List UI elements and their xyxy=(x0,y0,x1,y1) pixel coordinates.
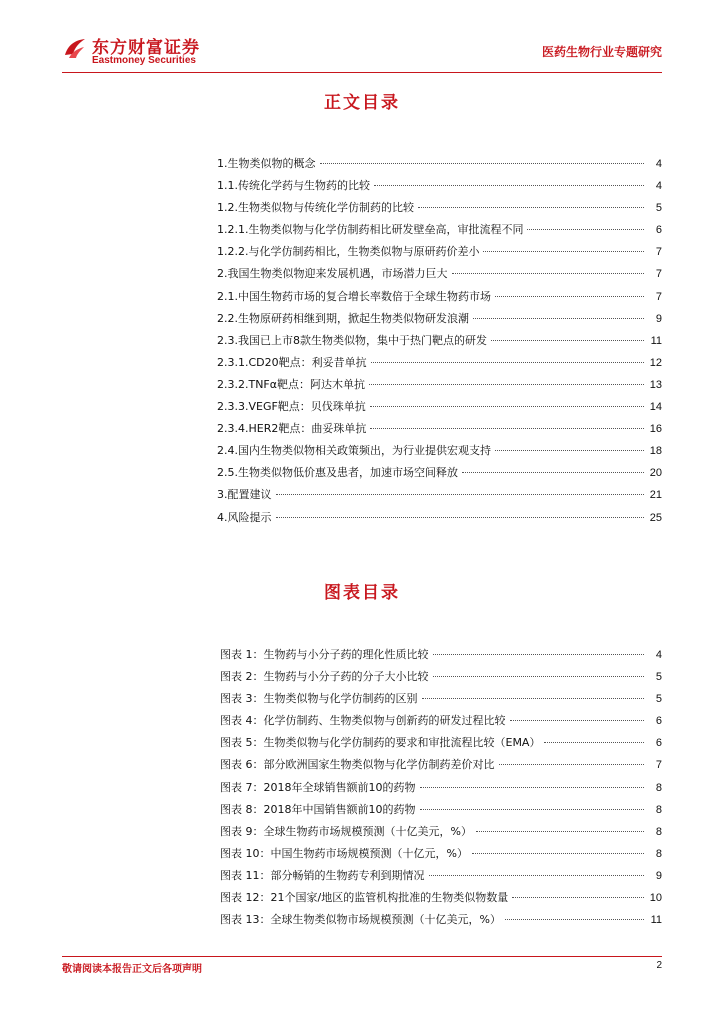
toc-entry[interactable] xyxy=(217,486,662,508)
dot-leader xyxy=(495,296,644,297)
figure-entry-text: 图表 6：部分欧洲国家生物类似物与化学仿制药差价对比 xyxy=(220,758,495,772)
figure-entry-text: 图表 13：全球生物类似物市场规模预测（十亿美元，%） xyxy=(220,913,501,927)
dot-leader xyxy=(462,472,644,473)
toc-entry-page: 4 xyxy=(655,180,662,193)
figure-entry[interactable] xyxy=(220,823,662,845)
logo-english-name: Eastmoney Securities xyxy=(92,55,196,66)
figure-entry-page: 5 xyxy=(655,671,662,684)
dot-leader xyxy=(422,698,645,699)
figure-entry-page: 8 xyxy=(655,803,662,816)
toc-entry-page: 14 xyxy=(649,401,662,414)
toc-entry-page: 7 xyxy=(655,246,662,259)
footer-divider xyxy=(62,956,662,957)
toc-entry[interactable] xyxy=(217,354,662,376)
figure-entry-text: 图表 8：2018年中国销售额前10的药物 xyxy=(220,802,416,816)
dot-leader xyxy=(505,919,644,920)
toc-entry-page: 25 xyxy=(649,511,662,524)
figure-entry-text: 图表 9：全球生物药市场规模预测（十亿美元，%） xyxy=(220,824,472,838)
dot-leader xyxy=(420,809,645,810)
dot-leader xyxy=(544,742,644,743)
dot-leader xyxy=(371,362,644,363)
toc-title: 正文目录 xyxy=(324,93,400,113)
figure-entry[interactable] xyxy=(220,801,662,823)
toc-entry[interactable] xyxy=(217,464,662,486)
dot-leader xyxy=(472,853,644,854)
figure-entry-page: 9 xyxy=(655,869,662,882)
figure-entry-page: 11 xyxy=(650,914,662,927)
figures-title: 图表目录 xyxy=(324,583,400,603)
dot-leader xyxy=(491,340,644,341)
dot-leader xyxy=(276,494,645,495)
toc-entry[interactable] xyxy=(217,420,662,442)
toc-entry-text: 2.3.1.CD20靶点：利妥昔单抗 xyxy=(217,355,367,369)
figure-entry-page: 8 xyxy=(655,781,662,794)
figure-entry[interactable] xyxy=(220,867,662,889)
figure-entry-text: 图表 12：21个国家/地区的监管机构批准的生物类似物数量 xyxy=(220,891,509,905)
toc-entry-page: 9 xyxy=(655,312,662,325)
toc-list xyxy=(217,155,662,531)
figure-entry[interactable] xyxy=(220,712,662,734)
toc-entry[interactable] xyxy=(217,199,662,221)
toc-entry-text: 2.4.国内生物类似物相关政策频出，为行业提供宏观支持 xyxy=(217,444,491,458)
dot-leader xyxy=(320,163,645,164)
dot-leader xyxy=(527,229,644,230)
figure-entry-text: 图表 7：2018年全球销售额前10的药物 xyxy=(220,780,416,794)
toc-entry-page: 5 xyxy=(655,202,662,215)
toc-entry-page: 6 xyxy=(655,224,662,237)
dot-leader xyxy=(374,185,644,186)
toc-entry-text: 1.2.生物类似物与传统化学仿制药的比较 xyxy=(217,201,414,215)
toc-entry-text: 2.3.3.VEGF靶点：贝伐珠单抗 xyxy=(217,400,366,414)
figure-entry-page: 6 xyxy=(655,737,662,750)
toc-entry-text: 4.风险提示 xyxy=(217,510,272,524)
figure-entry[interactable] xyxy=(220,646,662,668)
toc-entry-text: 1.1.传统化学药与生物药的比较 xyxy=(217,179,370,193)
toc-entry[interactable] xyxy=(217,243,662,265)
dot-leader xyxy=(276,517,645,518)
dot-leader xyxy=(512,897,644,898)
figure-entry[interactable] xyxy=(220,845,662,867)
toc-entry-text: 2.5.生物类似物低价惠及患者，加速市场空间释放 xyxy=(217,466,458,480)
toc-entry[interactable] xyxy=(217,398,662,420)
toc-entry[interactable] xyxy=(217,442,662,464)
dot-leader xyxy=(433,654,645,655)
dot-leader xyxy=(418,207,644,208)
figure-entry[interactable] xyxy=(220,911,662,933)
dot-leader xyxy=(495,450,644,451)
figure-entry-text: 图表 2：生物药与小分子药的分子大小比较 xyxy=(220,670,429,684)
dot-leader xyxy=(510,720,645,721)
figure-entry[interactable] xyxy=(220,734,662,756)
figure-entry-page: 4 xyxy=(655,649,662,661)
toc-entry-page: 21 xyxy=(649,489,662,502)
figure-entry-text: 图表 10：中国生物药市场规模预测（十亿元，%） xyxy=(220,846,468,860)
toc-entry-page: 16 xyxy=(649,423,662,436)
figure-entry-text: 图表 5：生物类似物与化学仿制药的要求和审批流程比较（EMA） xyxy=(220,736,541,750)
figure-entry-text: 图表 1：生物药与小分子药的理化性质比较 xyxy=(220,648,429,661)
dot-leader xyxy=(370,428,644,429)
toc-entry-page: 20 xyxy=(649,467,662,480)
toc-entry[interactable] xyxy=(217,310,662,332)
toc-entry-text: 2.我国生物类似物迎来发展机遇，市场潜力巨大 xyxy=(217,267,448,281)
page-header xyxy=(0,0,724,80)
figure-entry-text: 图表 3：生物类似物与化学仿制药的区别 xyxy=(220,692,418,706)
figure-entry-page: 8 xyxy=(655,825,662,838)
dot-leader xyxy=(370,406,644,407)
figure-entry[interactable] xyxy=(220,889,662,911)
toc-entry-text: 2.3.2.TNFα靶点：阿达木单抗 xyxy=(217,377,366,391)
footer-disclaimer: 敬请阅读本报告正文后各项声明 xyxy=(62,964,202,975)
toc-entry-text: 2.2.生物原研药相继到期，掀起生物类似物研发浪潮 xyxy=(217,311,469,325)
figure-entry-page: 8 xyxy=(655,847,662,860)
toc-entry-page: 13 xyxy=(649,378,662,391)
dot-leader xyxy=(483,251,644,252)
toc-entry-page: 12 xyxy=(649,356,662,369)
toc-entry[interactable] xyxy=(217,265,662,287)
dot-leader xyxy=(473,318,644,319)
toc-entry[interactable] xyxy=(217,221,662,243)
figure-entry[interactable] xyxy=(220,668,662,690)
header-divider xyxy=(62,72,662,73)
figure-entry-page: 7 xyxy=(655,759,662,772)
figure-entry[interactable] xyxy=(220,779,662,801)
toc-entry[interactable] xyxy=(217,376,662,398)
figure-entry[interactable] xyxy=(220,756,662,778)
toc-entry-text: 1.2.1.生物类似物与化学仿制药相比研发壁垒高，审批流程不同 xyxy=(217,223,524,237)
toc-entry[interactable] xyxy=(217,155,662,177)
toc-entry-text: 1.生物类似物的概念 xyxy=(217,157,316,170)
figures-list xyxy=(220,646,662,933)
toc-entry-page: 18 xyxy=(649,445,662,458)
figure-entry-page: 5 xyxy=(655,693,662,706)
figure-entry-page: 6 xyxy=(655,715,662,728)
dot-leader xyxy=(499,764,645,765)
figure-entry-text: 图表 11：部分畅销的生物药专利到期情况 xyxy=(220,868,425,882)
toc-entry[interactable] xyxy=(217,177,662,199)
figure-entry[interactable] xyxy=(220,690,662,712)
toc-entry-text: 2.3.我国已上市8款生物类似物，集中于热门靶点的研发 xyxy=(217,333,487,347)
page-number: 2 xyxy=(656,960,662,971)
dot-leader xyxy=(452,273,645,274)
toc-entry-page: 11 xyxy=(650,334,662,347)
dot-leader xyxy=(433,676,645,677)
dot-leader xyxy=(429,875,645,876)
toc-entry[interactable] xyxy=(217,288,662,310)
toc-entry-page: 7 xyxy=(655,290,662,303)
toc-entry-text: 2.1.中国生物药市场的复合增长率数倍于全球生物药市场 xyxy=(217,289,491,303)
dot-leader xyxy=(476,831,644,832)
toc-entry[interactable] xyxy=(217,509,662,531)
dot-leader xyxy=(420,787,645,788)
toc-entry-text: 1.2.2.与化学仿制药相比，生物类似物与原研药价差小 xyxy=(217,245,480,259)
dot-leader xyxy=(369,384,644,385)
toc-entry-page: 7 xyxy=(655,268,662,281)
toc-entry-text: 3.配置建议 xyxy=(217,488,272,502)
figure-entry-page: 10 xyxy=(649,892,662,905)
toc-entry-page: 4 xyxy=(655,158,662,170)
report-type-title: 医药生物行业专题研究 xyxy=(541,45,662,59)
logo-chinese-name: 东方财富证券 xyxy=(92,38,200,58)
figure-entry-text: 图表 4：化学仿制药、生物类似物与创新药的研发过程比较 xyxy=(220,714,506,728)
toc-entry[interactable] xyxy=(217,332,662,354)
toc-entry-text: 2.3.4.HER2靶点：曲妥珠单抗 xyxy=(217,422,367,436)
eastmoney-logo-icon xyxy=(62,35,88,61)
